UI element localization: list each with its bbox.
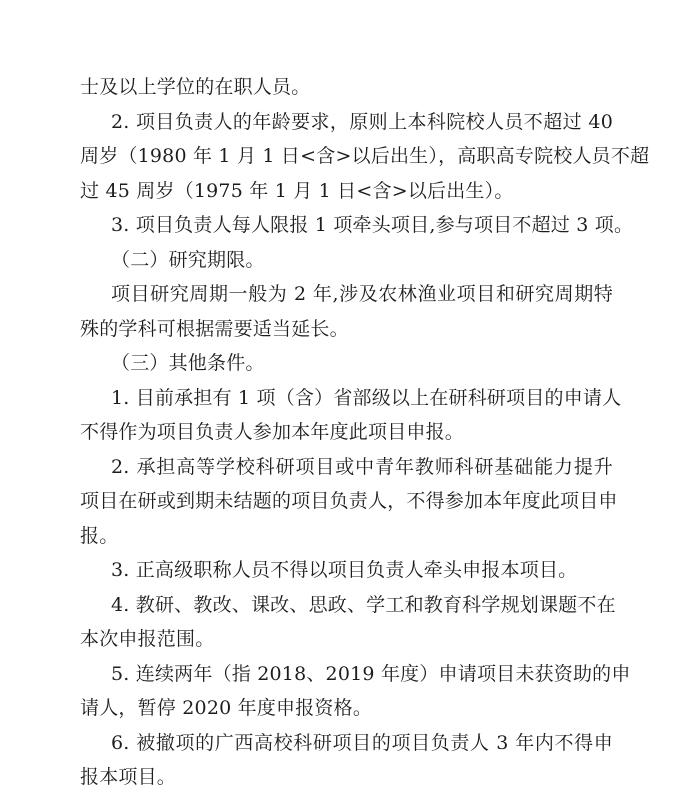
text-line: 2. 承担高等学校科研项目或中青年教师科研基础能力提升	[111, 455, 613, 478]
text-line: 5. 连续两年（指 2018、2019 年度）申请项目未获资助的申	[111, 662, 631, 685]
text-line: 过 45 周岁（1975 年 1 月 1 日<含>以后出生）。	[80, 179, 514, 202]
text-line: （三）其他条件。	[111, 352, 265, 374]
text-line: 本次申报范围。	[80, 628, 215, 650]
text-line: 1. 目前承担有 1 项（含）省部级以上在研科研项目的申请人	[111, 386, 622, 409]
document-text-block	[80, 70, 650, 795]
text-line: 项目研究周期一般为 2 年,涉及农林渔业项目和研究周期特	[111, 283, 613, 305]
text-line: 2. 项目负责人的年龄要求，原则上本科院校人员不超过 40	[111, 110, 613, 133]
text-line: 3. 正高级职称人员不得以项目负责人牵头申报本项目。	[111, 559, 578, 581]
text-line: 周岁（1980 年 1 月 1 日<含>以后出生），高职高专院校人员不超	[80, 145, 650, 167]
text-line: 3. 项目负责人每人限报 1 项牵头项目,参与项目不超过 3 项。	[111, 214, 634, 236]
text-line: 4. 教研、教改、课改、思政、学工和教育科学规划课题不在	[111, 593, 616, 616]
text-line: （二）研究期限。	[111, 248, 265, 271]
text-line: 请人，暂停 2020 年度申报资格。	[80, 697, 373, 719]
text-line: 6. 被撤项的广西高校科研项目的项目负责人 3 年内不得申	[111, 731, 613, 754]
text-line: 殊的学科可根据需要适当延长。	[80, 317, 349, 340]
text-line: 士及以上学位的在职人员。	[80, 76, 311, 98]
text-line: 报本项目。	[80, 766, 177, 788]
text-line: 项目在研或到期未结题的项目负责人，不得参加本年度此项目申	[80, 490, 618, 512]
text-line: 不得作为项目负责人参加本年度此项目申报。	[80, 421, 465, 443]
text-line: 报。	[80, 524, 119, 547]
